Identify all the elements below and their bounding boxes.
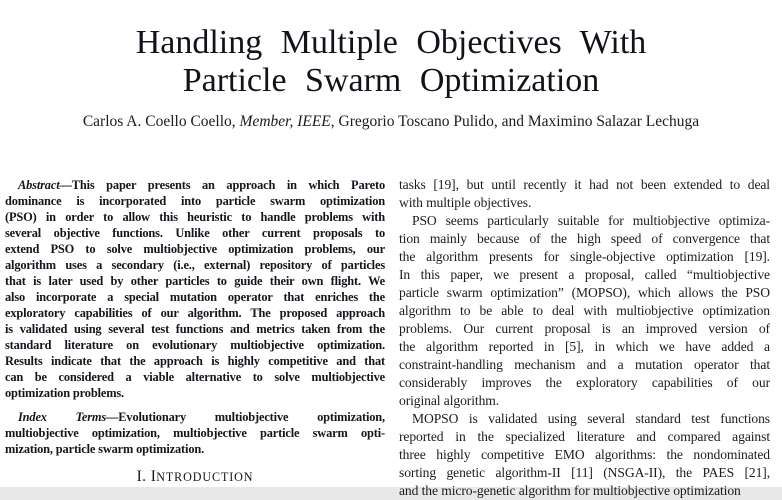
text-line: mization, particle swarm optimization. [5,442,205,456]
text-line: several objective functions. Unlike other current proposals to [5,226,385,240]
text-segment: , Gregorio Toscano Pulido, and Maximino Salazar Lechuga [330,113,700,130]
text-line: and the micro-genetic algorithm for multiobjective optimization [399,483,741,498]
text-line: problems. Our current proposal is an improved version of [399,321,770,336]
italic-text: Abstract [18,178,60,192]
text-line: dominance is incorporated into particle swarm optimization [5,194,385,208]
text-line: optimization problems. [5,386,125,400]
title-line-2: Particle Swarm Optimization [182,62,600,99]
right-column [399,176,770,500]
text-line: reported in the specialized literature and compared against [399,429,770,444]
abstract-paragraph [5,177,385,401]
text-line: considerably improves the exploratory capabilities of our [399,375,770,390]
body-paragraph [399,410,770,500]
text-line: can be considered a viable alternative to solve multiobjective [5,370,385,384]
section-heading-introduction [5,468,385,486]
text-line: particle swarm optimization” (MOPSO), which allows the PSO [399,285,770,300]
italic-text: Member, IEEE [239,113,331,130]
text-line: (PSO) in order to allow this heuristic to handle problems with [5,210,385,224]
italic-text: Index Terms [18,410,107,424]
text-line: the algorithm presents for single-objective optimization [19]. [399,249,770,264]
index-terms-paragraph [5,409,385,457]
text-line [5,177,385,193]
text-segment: NTRODUCTION [156,470,254,484]
text-line: MOPSO is validated using several standard test functions [412,411,770,426]
text-line: exploratory capabilities of our algorithm. The proposed approach [5,306,385,320]
text-line: the algorithm reported in [5], in which we have added a [399,339,770,354]
left-column [5,177,385,486]
body-paragraph [399,176,770,212]
text-segment: I. I [136,468,157,485]
text-line [5,409,385,425]
text-line: multiobjective optimization, multiobjective particle swarm opti- [5,426,385,440]
text-line: standard literature on evolutionary multiobjective optimization. [5,338,385,352]
text-line: algorithm uses a secondary (i.e., external) repository of particles [5,258,385,272]
text-segment: Carlos A. Coello Coello, [82,113,240,130]
author-line [0,113,782,131]
text-line: is validated using several test functions and metrics taken from the [5,322,385,336]
text-line: Results indicate that the approach is highly competitive and that [5,354,385,368]
text-line: sorting genetic algorithm-II [11] (NSGA-II), the PAES [21], [399,465,770,480]
text-line: three highly competitive EMO algorithms: the nondominated [399,447,770,462]
text-line: PSO seems particularly suitable for multiobjective optimiza- [412,213,770,228]
text-line: algorithm to be able to deal with multiobjective optimization [399,303,770,318]
text-line: constraint-handling mechanism and a mutation operator that [399,357,770,372]
text-line: original algorithm. [399,393,500,408]
body-paragraph [399,212,770,410]
text-segment: —Evolutionary multiobjective optimization, [106,410,385,424]
text-line: that is later used by other particles to guide their own flight. We [5,274,385,288]
text-line: with multiple objectives. [399,195,532,210]
text-line: tion mainly because of the high speed of convergence that [399,231,770,246]
paper-title [0,24,782,100]
text-line: extend PSO to solve multiobjective optimization problems, our [5,242,385,256]
text-line: also incorporate a special mutation operator that enriches the [5,290,385,304]
text-line: In this paper, we present a proposal, called “multiobjective [399,267,770,282]
text-line: tasks [19], but until recently it had not been extended to deal [399,177,770,192]
title-line-1: Handling Multiple Objectives With [135,24,647,61]
text-segment: —This paper presents an approach in which Pareto [59,178,385,192]
